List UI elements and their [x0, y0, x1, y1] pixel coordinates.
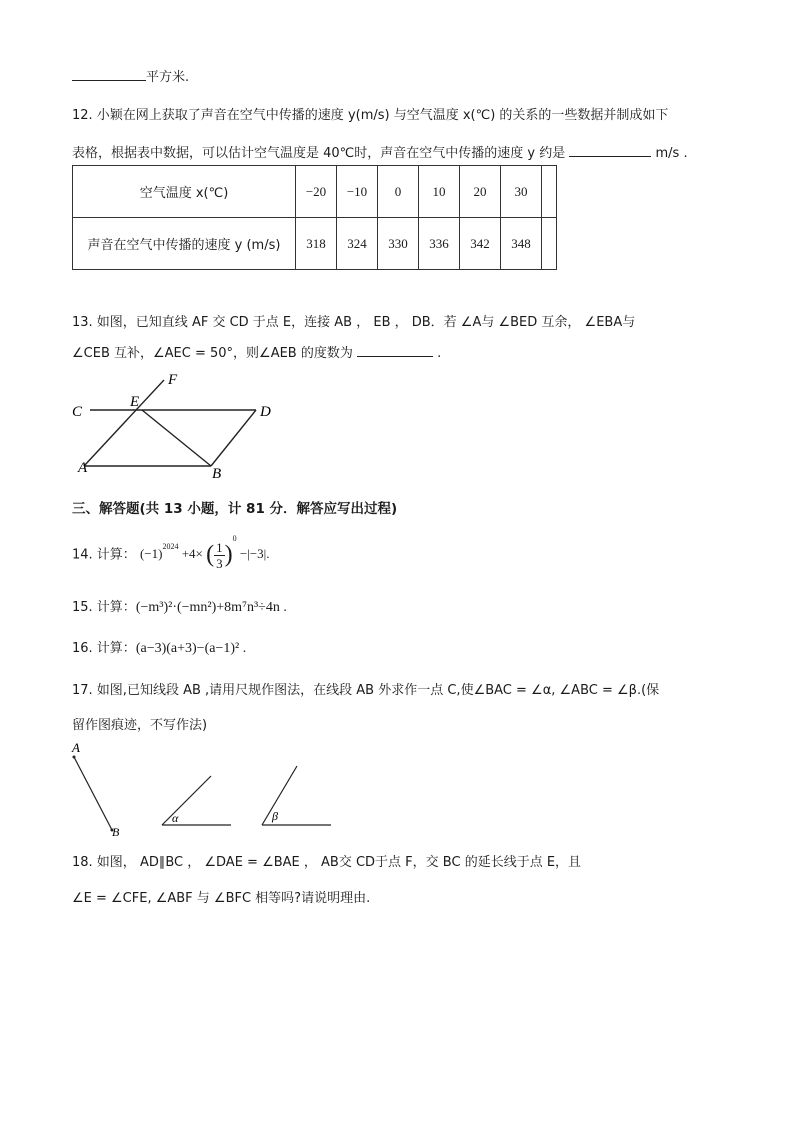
q17-line2: 留作图痕迹，不写作法) [72, 718, 208, 733]
table-cell: 348 [501, 218, 542, 270]
q14-term: +4× [181, 546, 203, 562]
label-b: B [212, 466, 222, 482]
q13-period: . [437, 346, 442, 361]
table-cell: 342 [460, 218, 501, 270]
q14-abs-term: −|−3|. [239, 546, 270, 562]
q11-unit: 平方米. [146, 70, 190, 85]
q15-expr: (−m³)²·(−mn²)+8m⁷n³÷4n . [135, 600, 287, 615]
q13-line2-text: ∠CEB 互补，∠AEC = 50°，则∠AEB 的度数为 [72, 346, 353, 361]
angle-alpha-side [162, 776, 211, 825]
label-c: C [72, 404, 83, 420]
paren-open: ( [206, 542, 215, 568]
q14-expr [139, 534, 270, 571]
table-cell-empty [542, 218, 557, 270]
label-alpha: α [172, 811, 179, 825]
q16-line [72, 637, 246, 657]
q12-line2-text: 表格，根据表中数据，可以估计空气温度是 40℃时，声音在空气中传播的速度 y 约是 [72, 146, 566, 161]
label-beta: β [272, 809, 278, 823]
table-cell: 336 [419, 218, 460, 270]
q13-figure [66, 368, 296, 483]
table-cell: −20 [296, 166, 337, 218]
table-cell: 318 [296, 218, 337, 270]
fraction [214, 540, 225, 571]
answer-blank [72, 68, 146, 81]
q16-prefix: 16. 计算： [72, 641, 136, 656]
line-eb [142, 410, 211, 466]
label-b: B [112, 825, 120, 839]
q14-prefix: 14. 计算： [72, 547, 136, 563]
point-a [73, 756, 76, 759]
label-a: A [72, 740, 80, 755]
section-title: 三、解答题(共 13 小题，计 81 分．解答应写出过程) [72, 501, 398, 517]
label-a: A [78, 460, 88, 476]
answer-blank [569, 144, 651, 157]
q17-line1: 17. 如图,已知线段 AB ,请用尺规作图法，在线段 AB 外求作一点 C,使∠BAC = ∠α, ∠ABC = ∠β.(保 [72, 683, 660, 698]
q13-line1: 13. 如图，已知直线 AF 交 CD 于点 E，连接 AB ， EB ， DB．若 ∠A与 ∠BED 互余， ∠EBA与 [72, 315, 636, 330]
table-cell: 20 [460, 166, 501, 218]
table-row-header: 空气温度 x(℃) [73, 166, 296, 218]
q14-exponent: 2024 [162, 542, 179, 552]
table-row [73, 218, 557, 270]
label-e: E [130, 394, 140, 410]
q17-figure [66, 738, 341, 840]
angle-beta-side [262, 766, 297, 825]
table-cell: 10 [419, 166, 460, 218]
q14-line [72, 534, 270, 571]
q14-base: (−1) [139, 546, 163, 562]
fraction-denominator: 3 [216, 556, 223, 571]
q12-unit: m/s . [655, 146, 688, 161]
table-cell: 0 [378, 166, 419, 218]
q14-exponent-zero: 0 [232, 534, 237, 544]
table-row [73, 166, 557, 218]
q12-line1: 12. 小颖在网上获取了声音在空气中传播的速度 y(m/s) 与空气温度 x(℃) 的关系的一些数据并制成如下 [72, 108, 669, 123]
paren-close: ) [224, 542, 233, 568]
table-cell: 330 [378, 218, 419, 270]
table-cell: 324 [337, 218, 378, 270]
segment-ab [74, 757, 112, 830]
line-af [84, 380, 164, 466]
table-cell-empty [542, 166, 557, 218]
q18-line2: ∠E = ∠CFE, ∠ABF 与 ∠BFC 相等吗?请说明理由. [72, 891, 371, 906]
q15-prefix: 15. 计算： [72, 600, 136, 615]
answer-blank [357, 344, 433, 357]
label-d: D [260, 404, 271, 420]
table-row-header: 声音在空气中传播的速度 y (m/s) [73, 218, 296, 270]
fraction-numerator: 1 [216, 540, 223, 555]
table-cell: −10 [337, 166, 378, 218]
q12-line2 [72, 142, 688, 161]
line-db [211, 410, 256, 466]
data-table [72, 165, 557, 270]
table-cell: 30 [501, 166, 542, 218]
label-f: F [168, 372, 178, 388]
q18-line1: 18. 如图， AD∥BC ， ∠DAE = ∠BAE ， AB交 CD于点 F，交 BC 的延长线于点 E，且 [72, 855, 582, 870]
q13-line2 [72, 342, 441, 361]
q11-tail [72, 66, 189, 85]
q16-expr: (a−3)(a+3)−(a−1)² . [135, 641, 247, 656]
q15-line [72, 596, 287, 616]
